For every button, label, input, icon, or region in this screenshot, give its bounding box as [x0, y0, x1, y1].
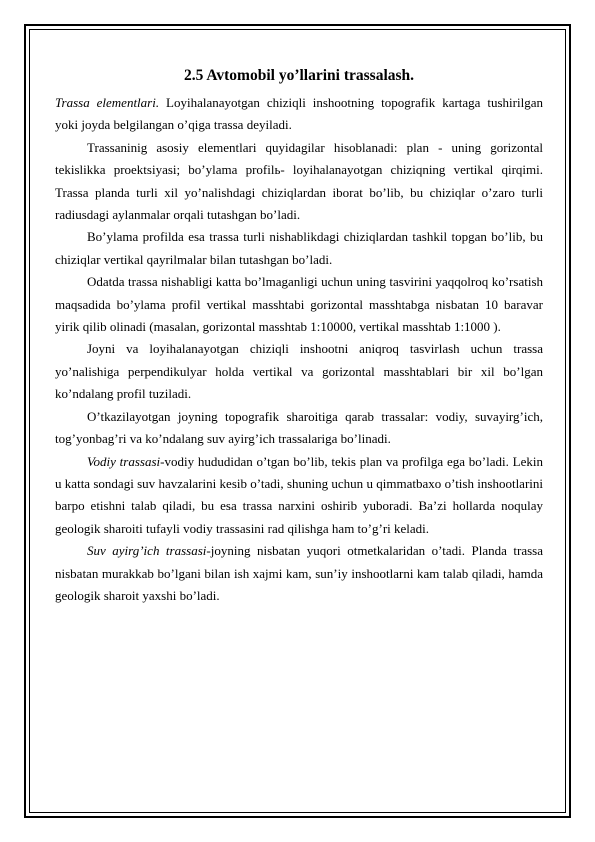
section-title: 2.5 Avtomobil yo’llarini trassalash.: [183, 67, 415, 84]
paragraph-text: -joyning nisbatan yuqori otmetkalaridan o’tadi. Planda trassa nisbatan murakkab bo’lgani bilan ish xajmi kam, sun’iy inshootlarni kam talab qiladi, hamda geologik sharoit yaxshi bo’ladi.: [55, 543, 543, 603]
paragraph-elements: [55, 137, 543, 227]
paragraph-term: Vodiy trassasi: [87, 453, 161, 469]
paragraph-trassa-types: [55, 406, 543, 451]
paragraph-text: -vodiy hududidan o’tgan bo’lib, tekis plan va profilga ega bo’ladi. Lekin u katta sondagi suv havzalarini kesib o’tadi, shuning uchun u qimmatbaxo o’tish inshootlarini barpo etishni talab qiladi, bu esa trassa narxini oshirib yuboradi. Ba’zi hollarda noqulay geologik sharoiti tufayli vodiy trassasini rad qilishga ham to’g’ri keladi.: [55, 453, 543, 536]
paragraph-text: Joyni va loyihalanayotgan chiziqli inshootni aniqroq tasvirlash uchun trassa yo’nalishiga perpendikulyar holda vertikal va gorizontal masshtablari bir xil bo’lgan ko’ndalang profil tuziladi.: [55, 341, 543, 402]
paragraph-text: O’tkazilayotgan joyning topografik sharoitiga qarab trassalar: vodiy, suvayirg’ich, tog’yonbag’ri va ko’ndalang suv ayirg’ich trassalariga bo’linadi.: [55, 408, 543, 447]
paragraph-trassa-elementlari: [55, 92, 543, 137]
paragraph-text: Loyihalanayotgan chiziqli inshootning topografik kartaga tushirilgan yoki joyda belgilangan o’qiga trassa deyiladi.: [55, 95, 543, 133]
paragraph-term: Trassa elementlari.: [55, 95, 160, 110]
paragraph-scale: [55, 271, 543, 338]
document-body: [55, 60, 543, 607]
paragraph-text: Odatda trassa nishabligi katta bo’lmaganligi uchun uning tasvirini yaqqolroq ko’rsatish maqsadida bo’ylama profil vertikal masshtabi gorizontal masshtabga nisbatan 10 baravar yirik qilib olinadi (masalan, gorizontal masshtab 1:10000, vertikal masshtab 1:1000 ).: [55, 274, 543, 335]
paragraph-suv-ayirgich-trassasi: [55, 540, 543, 607]
paragraph-vodiy-trassasi: [55, 451, 543, 541]
paragraph-text: Trassaninig asosiy elementlari quyidagilar hisoblanadi: plan - uning gorizontal tekislikka proektsiyasi; bo’ylama profilь- loyihalanayotgan chiziqning vertikal qirqimi. Trassa planda turli xil yo’nalishdagi chiziqlardan iborat bo’lib, bu chiziqlar o’zaro turli radiusdagi aylanmalar orqali tutashgan bo’ladi.: [55, 139, 543, 223]
paragraph-text: Bo’ylama profilda esa trassa turli nishablikdagi chiziqlardan tashkil topgan bo’lib, bu chiziqlar vertikal qayrilmalar bilan tutashgan bo’ladi.: [55, 229, 543, 267]
paragraph-cross-section: [55, 338, 543, 405]
paragraph-profile: [55, 226, 543, 271]
paragraph-term: Suv ayirg’ich trassasi: [87, 543, 207, 559]
